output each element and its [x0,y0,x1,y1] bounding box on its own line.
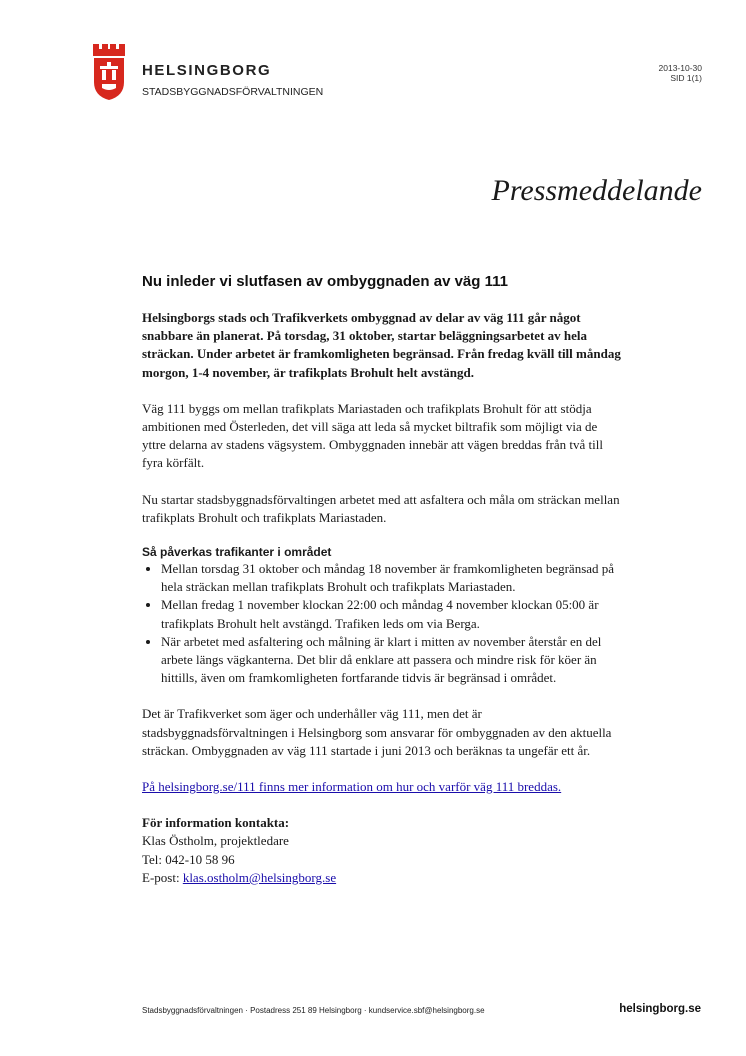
page-number: SID 1(1) [670,73,702,83]
article-body [142,273,624,887]
list-item: • Mellan torsdag 31 oktober och måndag 18 november är framkomligheten begränsad på hela sträckan mellan trafikplats Brohult och trafikplats Mariastaden. [161,560,624,596]
lead-paragraph: Helsingborgs stads och Trafikverkets ombyggnad av delar av väg 111 går något snabbare än planerat. På torsdag, 31 oktober, startar beläggningsarbetet av hela sträckan. Under arbetet är framkomligheten begränsad. Från fredag kväll till måndag morgon, 1-4 november, är trafikplats Brohult helt avstängd. [142,310,621,380]
contact-phone: Tel: 042-10 58 96 [142,851,235,867]
document-date: 2013-10-30 [658,63,702,73]
contact-name: Klas Östholm, projektledare [142,833,289,849]
email-label: E-post: [142,869,183,885]
contact-block [142,814,624,887]
helsingborg-crest-icon [92,44,126,100]
list-item: • Mellan fredag 1 november klockan 22:00 och måndag 4 november klockan 05:00 är trafikplats Brohult helt avstängd. Trafiken leds om via Berga. [161,596,624,632]
department-name: STADSBYGGNADSFÖRVALTNINGEN [142,86,324,98]
organization-name: HELSINGBORG [142,62,272,79]
paragraph: Det är Trafikverket som äger och underhåller väg 111, men det är stadsbyggnadsförvaltningen i Helsingborg som ansvarar för ombyggnaden av den aktuella sträckan. Ombyggnaden av väg 111 startade i juni 2013 och beräknas ta ungefär ett år. [142,706,612,758]
section-subheading: Så påverkas trafikanter i området [142,545,332,560]
traffic-impact-list [142,560,624,687]
article-headline: Nu inleder vi slutfasen av ombyggnaden av väg 111 [142,273,508,290]
contact-heading: För information kontakta: [142,815,290,831]
list-item: • När arbetet med asfaltering och målning är klart i mitten av november återstår en del arbete längs vägkanterna. Det blir då enklare att passera och mindre risk för köer än hittills, även om framkomligheten fortfarande tidvis är begränsad i området. [161,633,624,688]
contact-email-link[interactable]: klas.ostholm@helsingborg.se [182,869,337,885]
footer-website: helsingborg.se [619,1003,701,1015]
paragraph: Väg 111 byggs om mellan trafikplats Mariastaden och trafikplats Brohult för att stödja ambitionen med Österleden, det vill säga att leda så mycket biltrafik som möjligt via de yttre delarna av stadens vägsystem. Ombyggnaden innebär att vägen breddas från två till fyra körfält. [142,400,603,471]
more-info-link[interactable]: På helsingborg.se/111 finns mer information om hur och varför väg 111 breddas. [142,779,562,795]
footer-address: Stadsbyggnadsförvaltningen · Postadress 251 89 Helsingborg · kundservice.sbf@helsingborg.se [142,1006,485,1015]
paragraph: Nu startar stadsbyggnadsförvaltingen arbetet med att asfaltera och måla om sträckan mellan trafikplats Brohult och trafikplats Mariastaden. [142,491,620,525]
document-type-title: Pressmeddelande [491,174,702,207]
document-meta [659,63,702,83]
